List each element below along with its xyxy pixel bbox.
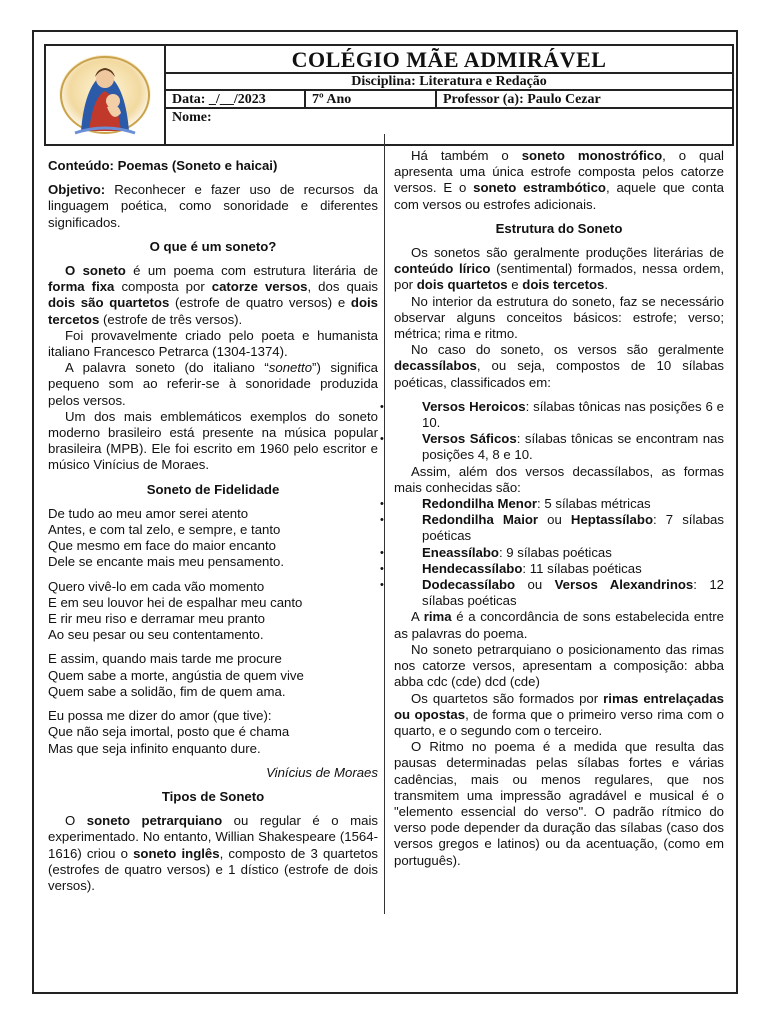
- objective-paragraph: [48, 182, 378, 231]
- verse: Dele se encante mais meu pensamento.: [48, 554, 285, 570]
- text-bold: forma fixa: [48, 279, 115, 295]
- other-types-paragraph: [394, 148, 724, 213]
- verse: E assim, quando mais tarde me procure: [48, 651, 282, 667]
- text-italic: sonetto: [268, 360, 313, 376]
- text-bold: catorze versos: [211, 279, 308, 295]
- text: A palavra soneto (do italiano “: [65, 360, 269, 376]
- text-bold: soneto monostrófico: [521, 148, 663, 163]
- mpb-paragraph: Um dos mais emblemáticos exemplos do soneto moderno brasileiro está presente na música popular brasileira (MPB). Ele foi escrito em 1960 pelo escritor e músico Vinícius de Moraes.: [48, 408, 378, 473]
- sonnet-types-paragraph: [48, 813, 378, 894]
- verse: Antes, e com tal zelo, e sempre, e tanto: [48, 522, 281, 538]
- text: (estrofe de três versos).: [99, 311, 243, 327]
- text: .: [604, 277, 609, 293]
- text: , de forma que o primeiro verso rima com o quarto, e o segundo com o terceiro.: [394, 706, 724, 738]
- text-bold: dois são quartetos: [48, 295, 170, 311]
- text: , ou seja, compostos de 10 sílabas poéticas, classificados em:: [394, 358, 724, 390]
- text: ou regular é o mais experimentado. No entanto, Willian Shakespeare (1564-1616) criou o: [48, 813, 378, 861]
- name-field[interactable]: Nome:: [172, 110, 212, 125]
- stanza: [48, 506, 378, 571]
- text-bold: soneto petrarquiano: [86, 813, 223, 829]
- text: : sílabas tônicas nas posições 6 e 10.: [422, 398, 724, 431]
- text-bold: Redondilha Menor: [422, 496, 538, 512]
- text-bold: Versos Heroicos: [422, 398, 526, 414]
- objective-label: Objetivo:: [48, 182, 106, 198]
- text: é um poema com estrutura literária de: [125, 263, 378, 279]
- text-bold: dois quartetos: [416, 277, 508, 293]
- section-title-sonnet-types: Tipos de Soneto: [161, 788, 265, 804]
- school-name: COLÉGIO MÃE ADMIRÁVEL: [166, 46, 732, 74]
- text-bold: Heptassílabo: [570, 512, 654, 528]
- poem: [48, 506, 378, 757]
- form-redondilha-menor: [394, 496, 724, 512]
- decasyllable-paragraph: [394, 342, 724, 391]
- form-redondilha-maior: [394, 512, 724, 544]
- objective-text: Reconhecer e fazer uso de recursos da linguagem poética, como sonoridade e diferentes significados.: [48, 182, 378, 230]
- verse: Quem sabe a solidão, fim de quem ama.: [48, 683, 286, 699]
- worksheet-page: [32, 30, 738, 994]
- text: : 12 sílabas poéticas: [422, 577, 725, 609]
- etymology-paragraph: [48, 360, 378, 409]
- poem-title: Soneto de Fidelidade: [146, 481, 280, 497]
- verse: Quero vivê-lo em cada vão momento: [48, 578, 265, 594]
- date-field[interactable]: Data: _/__/2023: [166, 91, 306, 107]
- verse: De tudo ao meu amor serei atento: [48, 505, 249, 521]
- text: O: [65, 813, 87, 829]
- info-row: [166, 91, 732, 109]
- text: A: [411, 609, 424, 625]
- rhythm-paragraph: O Ritmo no poema é a medida que resulta das pausas determinadas pelas sílabas fortes e várias cadências, mais ou menos regulares, que nos transmitem uma impressão agradável e musical é o "elemento essencial do verso". O padrão rítmico do verso pode depender da duração das sílabas (caso dos versos gregos e latinos) ou da acentuação, (como em português).: [394, 739, 724, 868]
- stanza: [48, 579, 378, 644]
- school-logo: [46, 46, 166, 144]
- text-bold: dois tercetos: [48, 295, 378, 327]
- poem-author: Vinícius de Moraes: [266, 764, 378, 780]
- verse: Eu possa me dizer do amor (que tive):: [48, 708, 272, 724]
- text-bold: decassílabos: [394, 358, 477, 374]
- text: , composto de 3 quartetos (estrofes de quatro versos) e 1 dístico (estrofe de dois versos).: [48, 845, 378, 893]
- text-bold: Versos Alexandrinos: [554, 577, 694, 593]
- text-bold: Versos Sáficos: [422, 431, 517, 447]
- teacher-label: Professor (a): Paulo Cezar: [443, 92, 601, 107]
- text-bold: Dodecassílabo: [422, 577, 516, 593]
- text: , dos quais: [307, 279, 379, 295]
- form-eneassilabo: [394, 545, 724, 561]
- text: No caso do soneto, os versos são geralmente: [411, 342, 724, 358]
- verse: E em seu louvor hei de espalhar meu canto: [48, 594, 303, 610]
- left-column: [48, 158, 378, 894]
- verse: Mas que seja infinito enquanto dure.: [48, 740, 261, 756]
- text: Os quartetos são formados por: [411, 690, 604, 706]
- header-table: [44, 44, 734, 146]
- text-bold: dois tercetos: [522, 277, 605, 293]
- verse-type-sapphic: [394, 431, 724, 463]
- text: , aquele que conta com versos ou estrofes adicionais.: [394, 180, 724, 212]
- text: , o qual apresenta uma única estrofe composta pelos catorze versos. E o: [394, 148, 724, 196]
- text-bold: Hendecassílabo: [422, 560, 523, 576]
- rhyme-paragraph: [394, 609, 724, 641]
- rhyme-scheme-paragraph: No soneto petrarquiano o posicionamento das rimas nos catorze versos, apresentam a composição: abba abba cdc (cde) dcd (cde): [394, 641, 724, 690]
- text-bold: Eneassílabo: [422, 544, 499, 560]
- text: ”) significa pequeno som ao referir-se à sonoridade produzida pelos versos.: [48, 360, 378, 408]
- text-bold: O soneto: [65, 263, 126, 279]
- content-heading: Conteúdo: Poemas (Soneto e haicai): [48, 158, 278, 173]
- sonnet-definition-paragraph: [48, 263, 378, 328]
- text: (estrofe de quatro versos) e: [169, 295, 351, 311]
- text-bold: Redondilha Maior: [422, 512, 539, 528]
- verse: Que não seja imortal, posto que é chama: [48, 724, 290, 740]
- section-title-structure: Estrutura do Soneto: [495, 220, 623, 236]
- text: : 5 sílabas métricas: [537, 496, 651, 512]
- text: ou: [515, 577, 555, 593]
- concepts-paragraph: No interior da estrutura do soneto, faz se necessário observar alguns conceitos básicos: estrofe; verso; métrica; rima e ritmo.: [394, 293, 724, 342]
- discipline-label: Disciplina: Literatura e Redação: [166, 74, 732, 91]
- text: ou: [538, 512, 571, 528]
- verse-type-heroic: [394, 399, 724, 431]
- text: é a concordância de sons estabelecida entre as palavras do poema.: [394, 609, 724, 641]
- right-column: [394, 148, 724, 869]
- petrarca-paragraph: Foi provavelmente criado pelo poeta e humanista italiano Francesco Petrarca (1304-1374).: [48, 327, 378, 360]
- text: (sentimental) formados, nessa ordem, por: [394, 261, 725, 293]
- text-bold: rimas entrelaçadas ou opostas: [394, 690, 724, 722]
- text-bold: soneto estrambótico: [473, 180, 606, 196]
- stanza: [48, 708, 378, 757]
- column-divider: [384, 134, 385, 914]
- text: : 7 sílabas poéticas: [422, 512, 724, 544]
- verse: Quem sabe a morte, angústia de quem vive: [48, 667, 304, 683]
- structure-paragraph: [394, 245, 724, 294]
- section-title-what-is-sonnet: O que é um soneto?: [149, 238, 277, 254]
- stanza: [48, 651, 378, 700]
- forms-intro-paragraph: Assim, além dos versos decassílabos, as formas mais conhecidas são:: [394, 463, 724, 495]
- form-dodecassilabo: [394, 577, 724, 609]
- form-hendecassilabo: [394, 561, 724, 577]
- text: Há também o: [411, 148, 522, 163]
- text: : 9 sílabas poéticas: [498, 544, 612, 560]
- verse: Ao seu pesar ou seu contentamento.: [48, 627, 264, 643]
- verse: Que mesmo em face do maior encanto: [48, 538, 276, 554]
- text: composta por: [114, 279, 212, 295]
- quartets-paragraph: [394, 691, 724, 740]
- text: Os sonetos são geralmente produções literárias de: [411, 245, 724, 261]
- madonna-and-child-icon: [55, 53, 155, 137]
- text: : sílabas tônicas se encontram nas posições 4, 8 e 10.: [422, 431, 724, 463]
- text: e: [507, 277, 523, 293]
- text: : 11 sílabas poéticas: [522, 560, 642, 576]
- text-bold: soneto inglês: [133, 845, 220, 861]
- text-bold: rima: [423, 609, 452, 625]
- verse: E rir meu riso e derramar meu pranto: [48, 611, 265, 627]
- grade-label: 7º Ano: [306, 91, 437, 107]
- text-bold: conteúdo lírico: [394, 261, 491, 277]
